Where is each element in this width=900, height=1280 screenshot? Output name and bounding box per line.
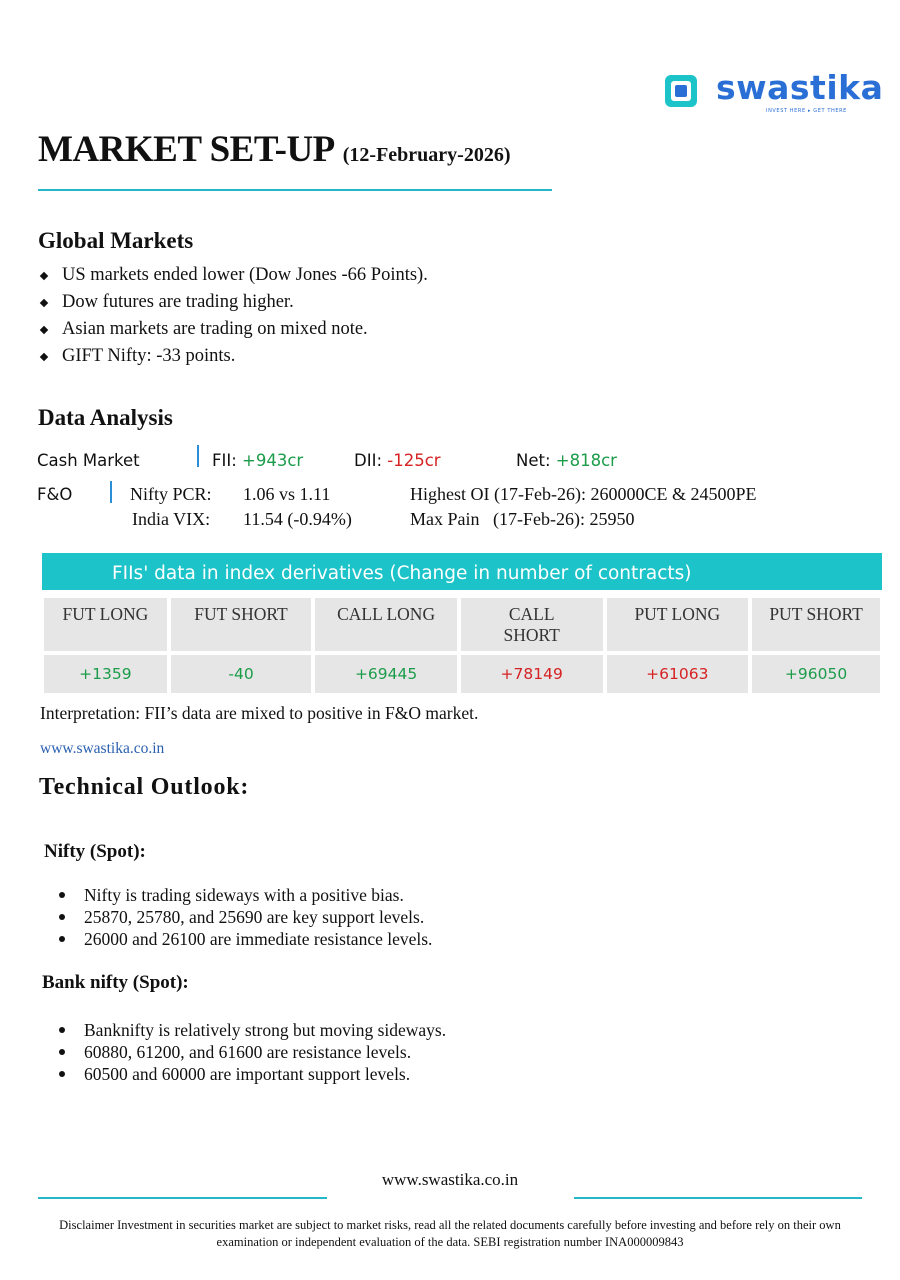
table-cell: +78149 [461,655,603,693]
bullet-icon [59,1027,65,1033]
dii-cash: DII: -125cr [354,451,441,470]
table-cell: +1359 [44,655,167,693]
table-header-cell: CALL LONG [315,598,457,651]
list-item: Nifty is trading sideways with a positive bias. [56,884,432,906]
bullet-icon [40,353,48,361]
page-title-date: (12-February-2026) [342,144,511,166]
net-cash-value: +818cr [555,451,617,470]
page-title-main: MARKET SET-UP [38,129,335,170]
list-item: 60500 and 60000 are important support levels. [56,1063,446,1085]
table-header-cell: CALL SHORT [461,598,603,651]
bullet-icon [59,936,65,942]
nifty-pcr-value: 1.06 vs 1.11 [243,484,331,504]
dii-cash-value: -125cr [387,451,441,470]
bullet-icon [59,892,65,898]
banknifty-heading: Bank nifty (Spot): [42,972,189,993]
list-item: GIFT Nifty: -33 points. [38,343,428,370]
fo-label: F&O [37,485,73,504]
brand-name: swastika [716,68,884,107]
page-title [38,128,511,171]
bullet-icon [59,1071,65,1077]
data-analysis-heading: Data Analysis [38,405,173,430]
india-vix-label: India VIX: [132,509,211,529]
footer-divider-right [574,1197,862,1199]
india-vix-value: 11.54 (-0.94%) [243,509,352,529]
nifty-list [56,884,432,950]
website-link[interactable]: www.swastika.co.in [40,740,165,757]
brand-tagline: INVEST HERE ▸ GET THERE [766,108,847,114]
bullet-icon [40,299,48,307]
fii-table-title: FIIs' data in index derivatives (Change in number of contracts) [42,553,882,590]
highest-oi: Highest OI (17-Feb-26): 260000CE & 24500PE [410,484,757,504]
list-item: Banknifty is relatively strong but moving sideways. [56,1019,446,1041]
global-markets-list [38,262,428,370]
fo-divider [110,481,112,503]
swastika-logo [664,68,884,122]
bullet-icon [59,1049,65,1055]
bullet-icon [40,326,48,334]
list-item: US markets ended lower (Dow Jones -66 Points). [38,262,428,289]
title-divider [38,189,552,191]
table-header-cell: FUT SHORT [171,598,312,651]
footer-divider-left [38,1197,327,1199]
fii-cash-value: +943cr [242,451,304,470]
table-cell: +69445 [315,655,457,693]
nifty-pcr-label: Nifty PCR: [130,484,212,504]
swastika-logo-icon [664,74,698,108]
bullet-icon [59,914,65,920]
max-pain: Max Pain (17-Feb-26): 25950 [410,509,635,529]
nifty-heading: Nifty (Spot): [44,841,146,862]
cash-market-label: Cash Market [37,451,140,470]
fii-cash: FII: +943cr [212,451,304,470]
table-cell: +96050 [752,655,880,693]
footer-website-link[interactable]: www.swastika.co.in [381,1170,519,1189]
interpretation-text: Interpretation: FII’s data are mixed to positive in F&O market. [40,703,479,723]
table-header-cell: FUT LONG [44,598,167,651]
list-item: 26000 and 26100 are immediate resistance levels. [56,928,432,950]
table-header-row [44,598,880,651]
table-cell: -40 [171,655,312,693]
cash-market-divider [197,445,199,467]
list-item: Dow futures are trading higher. [38,289,428,316]
fii-derivatives-table [40,594,884,697]
table-cell: +61063 [607,655,749,693]
technical-outlook-heading: Technical Outlook: [39,774,250,800]
table-row [44,655,880,693]
banknifty-list [56,1019,446,1085]
table-header-cell: PUT SHORT [752,598,880,651]
disclaimer-text: Disclaimer Investment in securities market are subject to market risks, read all the related documents carefully before investing and before rely on their own examination or independent evaluation of the data. SEBI registration number INA000009843 [59,1218,841,1249]
list-item: Asian markets are trading on mixed note. [38,316,428,343]
net-cash: Net: +818cr [516,451,617,470]
table-header-cell: PUT LONG [607,598,749,651]
global-markets-heading: Global Markets [38,228,194,253]
list-item: 60880, 61200, and 61600 are resistance levels. [56,1041,446,1063]
bullet-icon [40,272,48,280]
list-item: 25870, 25780, and 25690 are key support levels. [56,906,432,928]
